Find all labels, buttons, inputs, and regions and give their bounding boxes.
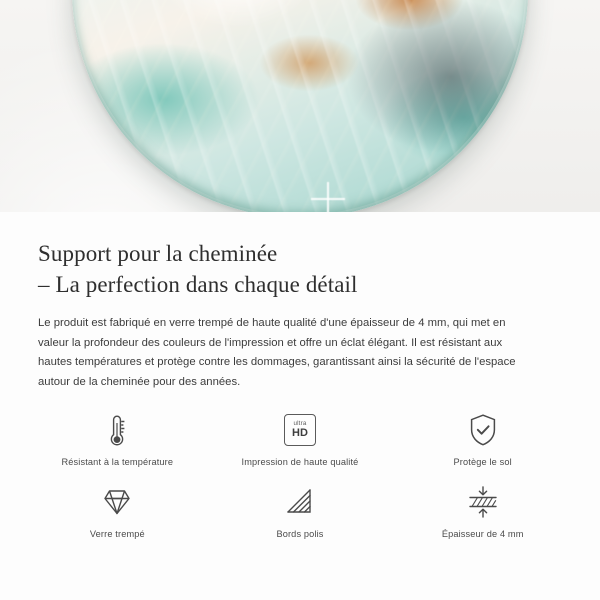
- text-content: [0, 212, 600, 392]
- description-paragraph: Le produit est fabriqué en verre trempé de haute qualité d'une épaisseur de 4 mm, qui met en valeur la profondeur des couleurs de l'impression et offre un éclat élégant. Il est résistant aux hautes températures et protège contre les dommages, garantissant ainsi la sécurité de l'espace autour de la cheminée pour des années.: [38, 317, 516, 388]
- page-title: [38, 238, 562, 300]
- feature-label: Résistant à la température: [61, 457, 174, 467]
- feature-label: Impression de haute qualité: [241, 457, 359, 467]
- feature-print-quality: [209, 410, 392, 482]
- feature-label: Épaisseur de 4 mm: [441, 529, 524, 539]
- feature-label: Verre trempé: [89, 529, 145, 539]
- thickness-arrows-icon: [464, 482, 502, 522]
- glass-plate-image: [72, 0, 528, 212]
- feature-polished-edges: [209, 482, 392, 554]
- hero-image: [0, 0, 600, 212]
- feature-floor-protection: [391, 410, 574, 482]
- feature-grid: [0, 410, 600, 554]
- feature-temperature: [26, 410, 209, 482]
- page-title-line-2: – La perfection dans chaque détail: [38, 272, 358, 297]
- shield-check-icon: [467, 410, 499, 450]
- feature-tempered-glass: [26, 482, 209, 554]
- feature-label: Bords polis: [276, 529, 324, 539]
- ultra-hd-bottom-label: HD: [292, 427, 308, 440]
- feature-label: Protège le sol: [453, 457, 512, 467]
- ultra-hd-icon: [284, 410, 316, 450]
- diamond-icon: [98, 482, 136, 522]
- ultra-hd-top-label: ultra: [293, 419, 307, 427]
- feature-thickness: [391, 482, 574, 554]
- page-title-line-1: Support pour la cheminée: [38, 241, 278, 266]
- thermometer-icon: [100, 410, 134, 450]
- polished-edges-icon: [283, 482, 317, 522]
